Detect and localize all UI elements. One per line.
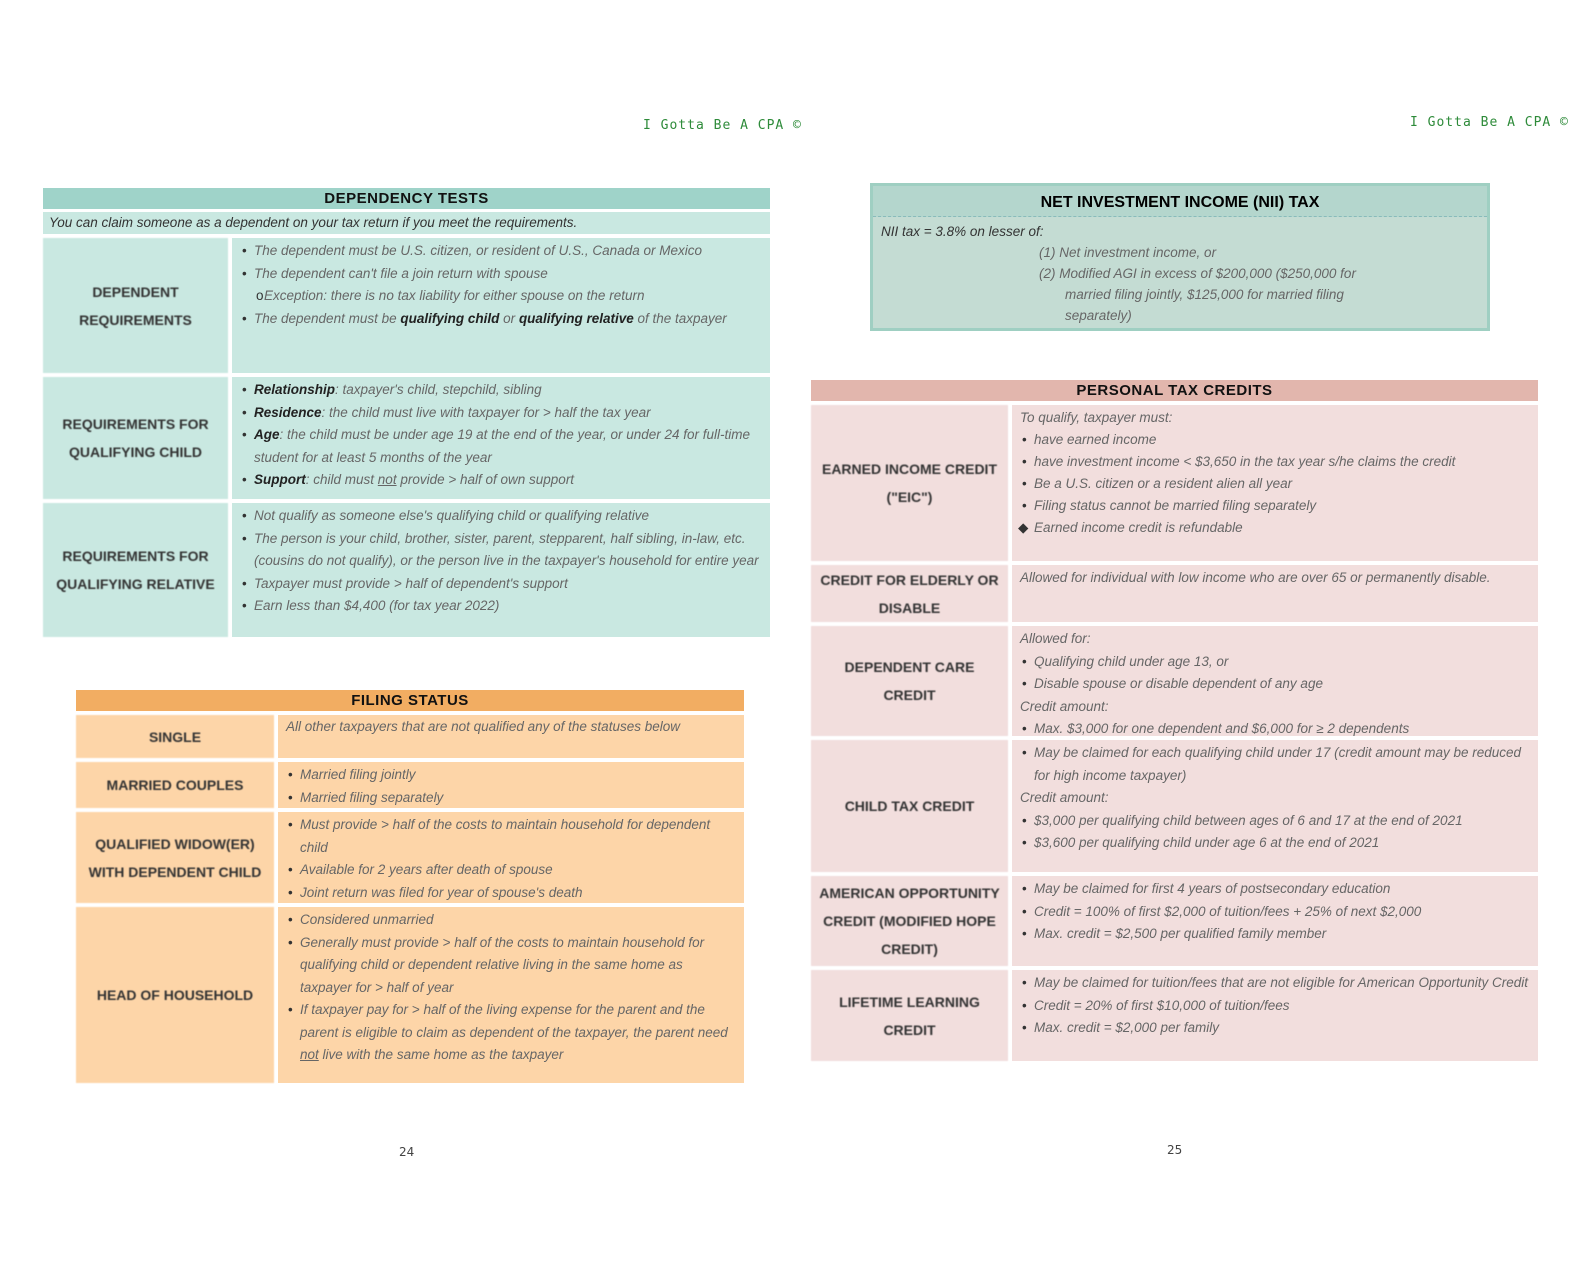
text: not	[300, 1047, 319, 1062]
text: • Max. credit = $2,500 per qualified family member	[1034, 923, 1530, 946]
text: • Filing status cannot be married filing separately	[1034, 495, 1530, 517]
row-content	[232, 377, 770, 499]
row-content: Allowed for individual with low income who are over 65 or permanently disable.	[1012, 565, 1538, 622]
text: live with the same home as the taxpayer	[318, 1047, 564, 1062]
text: • Taxpayer must provide > half of dependent's support	[254, 573, 762, 596]
table-intro: You can claim someone as a dependent on your tax return if you meet the requirements.	[43, 212, 770, 234]
table-row	[76, 907, 744, 1083]
nii-tax-box	[870, 183, 1490, 331]
text: Relationship	[254, 382, 336, 397]
row-content	[1012, 405, 1538, 561]
text: • Must provide > half of the costs to maintain household for dependent child	[300, 814, 736, 859]
row-content	[1012, 740, 1538, 872]
text: • The dependent can't file a join return with spouse	[254, 263, 762, 286]
text: • The dependent must be U.S. citizen, or resident of U.S., Canada or Mexico	[254, 240, 762, 263]
row-label: QUALIFIED WIDOW(ER) WITH DEPENDENT CHILD	[76, 812, 274, 903]
text: • Married filing separately	[300, 787, 736, 810]
text: qualifying child	[400, 310, 500, 326]
row-label: DEPENDENT REQUIREMENTS	[43, 238, 228, 373]
text: • May be claimed for each qualifying child under 17 (credit amount may be reduced for high income taxpayer)	[1034, 742, 1530, 787]
row-content: All other taxpayers that are not qualified any of the statuses below	[278, 715, 744, 758]
text: • Max. $3,000 for one dependent and $6,000 for ≥ 2 dependents	[1034, 718, 1530, 741]
text: • Available for 2 years after death of spouse	[300, 859, 736, 882]
table-row	[43, 503, 770, 637]
row-label: HEAD OF HOUSEHOLD	[76, 907, 274, 1083]
dependency-tests-table	[43, 188, 770, 637]
page-number: 25	[1167, 1143, 1183, 1157]
row-label: REQUIREMENTS FOR QUALIFYING CHILD	[43, 377, 228, 499]
table-title: FILING STATUS	[76, 690, 744, 711]
row-content	[232, 238, 770, 373]
text: or	[503, 310, 516, 326]
row-content	[1012, 626, 1538, 736]
row-label: MARRIED COUPLES	[76, 762, 274, 808]
row-label: EARNED INCOME CREDIT ("EIC")	[811, 405, 1008, 561]
table-row	[811, 740, 1538, 872]
row-content	[1012, 970, 1538, 1061]
nii-formula: NII tax = 3.8% on lesser of:	[881, 224, 1044, 239]
text: • Credit = 100% of first $2,000 of tuition/fees + 25% of next $2,000	[1034, 901, 1530, 924]
table-row	[76, 715, 744, 758]
row-content	[1012, 876, 1538, 966]
text: If taxpayer pay for > half of the living expense for the parent and the parent is eligible to claim as dependent of the taxpayer, the parent need	[300, 1002, 728, 1040]
text: Support	[254, 472, 306, 487]
text: • Disable spouse or disable dependent of any age	[1034, 673, 1530, 696]
text: • Generally must provide > half of the costs to maintain household for qualifying child or dependent relative living in the same home as taxpayer for > half of year	[300, 932, 736, 1000]
box-title: NET INVESTMENT INCOME (NII) TAX	[873, 186, 1487, 217]
table-row	[811, 626, 1538, 736]
table-row	[76, 812, 744, 903]
text: o Exception: there is no tax liability for either spouse on the return	[254, 285, 762, 308]
text: provide > half of own support	[396, 472, 575, 487]
text: • Be a U.S. citizen or a resident alien all year	[1034, 473, 1530, 495]
header-brand: I Gotta Be A CPA ©	[643, 118, 802, 133]
text: Credit amount:	[1020, 698, 1109, 714]
text: • Max. credit = $2,000 per family	[1034, 1017, 1530, 1040]
text: qualifying relative	[518, 310, 634, 326]
page-number: 24	[399, 1145, 415, 1159]
row-label: DEPENDENT CARE CREDIT	[811, 626, 1008, 736]
table-row	[811, 565, 1538, 622]
text: : child must	[305, 472, 375, 487]
text: • $3,600 per qualifying child under age 6 at the end of 2021	[1034, 832, 1530, 855]
row-label: AMERICAN OPPORTUNITY CREDIT (MODIFIED HOPE CREDIT)	[811, 876, 1008, 966]
header-brand: I Gotta Be A CPA ©	[1410, 115, 1569, 130]
text: • The person is your child, brother, sister, parent, stepparent, half sibling, in-law, etc. (cousins do not qualify), or the person live in the taxpayer's household for entire year	[254, 528, 762, 573]
row-label: REQUIREMENTS FOR QUALIFYING RELATIVE	[43, 503, 228, 637]
text: The dependent must be	[254, 310, 397, 326]
table-row	[811, 405, 1538, 561]
table-row	[43, 238, 770, 373]
row-content	[232, 503, 770, 637]
nii-item: (1) Net investment income, or	[1039, 245, 1217, 260]
text: • Credit = 20% of first $10,000 of tuition/fees	[1034, 995, 1530, 1018]
filing-status-table	[76, 690, 744, 1083]
text: • have investment income < $3,650 in the tax year s/he claims the credit	[1034, 451, 1530, 473]
text: • May be claimed for first 4 years of postsecondary education	[1034, 878, 1530, 901]
text: • have earned income	[1034, 429, 1530, 451]
text: • Not qualify as someone else's qualifying child or qualifying relative	[254, 505, 762, 528]
table-title: PERSONAL TAX CREDITS	[811, 380, 1538, 401]
text: : the child must live with taxpayer for > half the tax year	[321, 404, 651, 420]
personal-tax-credits-table	[811, 380, 1538, 1061]
text: • Joint return was filed for year of spouse's death	[300, 882, 736, 905]
text: • Considered unmarried	[300, 909, 736, 932]
nii-item: married filing jointly, $125,000 for married filing	[1065, 287, 1344, 302]
text: To qualify, taxpayer must:	[1020, 410, 1173, 425]
text: • Earn less than $4,400 (for tax year 2022)	[254, 595, 762, 618]
text: Residence	[254, 404, 322, 420]
nii-item: separately)	[1065, 308, 1132, 323]
row-content	[278, 762, 744, 808]
text: not	[377, 472, 397, 487]
text: Age	[254, 427, 280, 442]
nii-item: (2) Modified AGI in excess of $200,000 ($250,000 for	[1039, 266, 1356, 281]
text: Allowed for:	[1020, 631, 1091, 646]
text: • Married filing jointly	[300, 764, 736, 787]
text: • $3,000 per qualifying child between ages of 6 and 17 at the end of 2021	[1034, 810, 1530, 833]
row-label: SINGLE	[76, 715, 274, 758]
text: : the child must be under age 19 at the end of the year, or under 24 for full-time student for at least 5 months of the year	[254, 427, 751, 465]
table-row	[43, 377, 770, 499]
text: Credit amount:	[1020, 790, 1109, 805]
text: • Qualifying child under age 13, or	[1034, 651, 1530, 674]
table-row	[811, 876, 1538, 966]
text: ◆ Earned income credit is refundable	[1034, 517, 1530, 539]
text: of the taxpayer	[637, 310, 727, 326]
table-row	[76, 762, 744, 808]
table-title: DEPENDENCY TESTS	[43, 188, 770, 209]
row-content	[278, 907, 744, 1083]
table-row	[811, 970, 1538, 1061]
text: • May be claimed for tuition/fees that are not eligible for American Opportunity Credit	[1034, 972, 1530, 995]
row-label: CHILD TAX CREDIT	[811, 740, 1008, 872]
text: : taxpayer's child, stepchild, sibling	[335, 382, 542, 397]
row-label: LIFETIME LEARNING CREDIT	[811, 970, 1008, 1061]
row-content	[278, 812, 744, 903]
row-label: CREDIT FOR ELDERLY OR DISABLE	[811, 565, 1008, 622]
